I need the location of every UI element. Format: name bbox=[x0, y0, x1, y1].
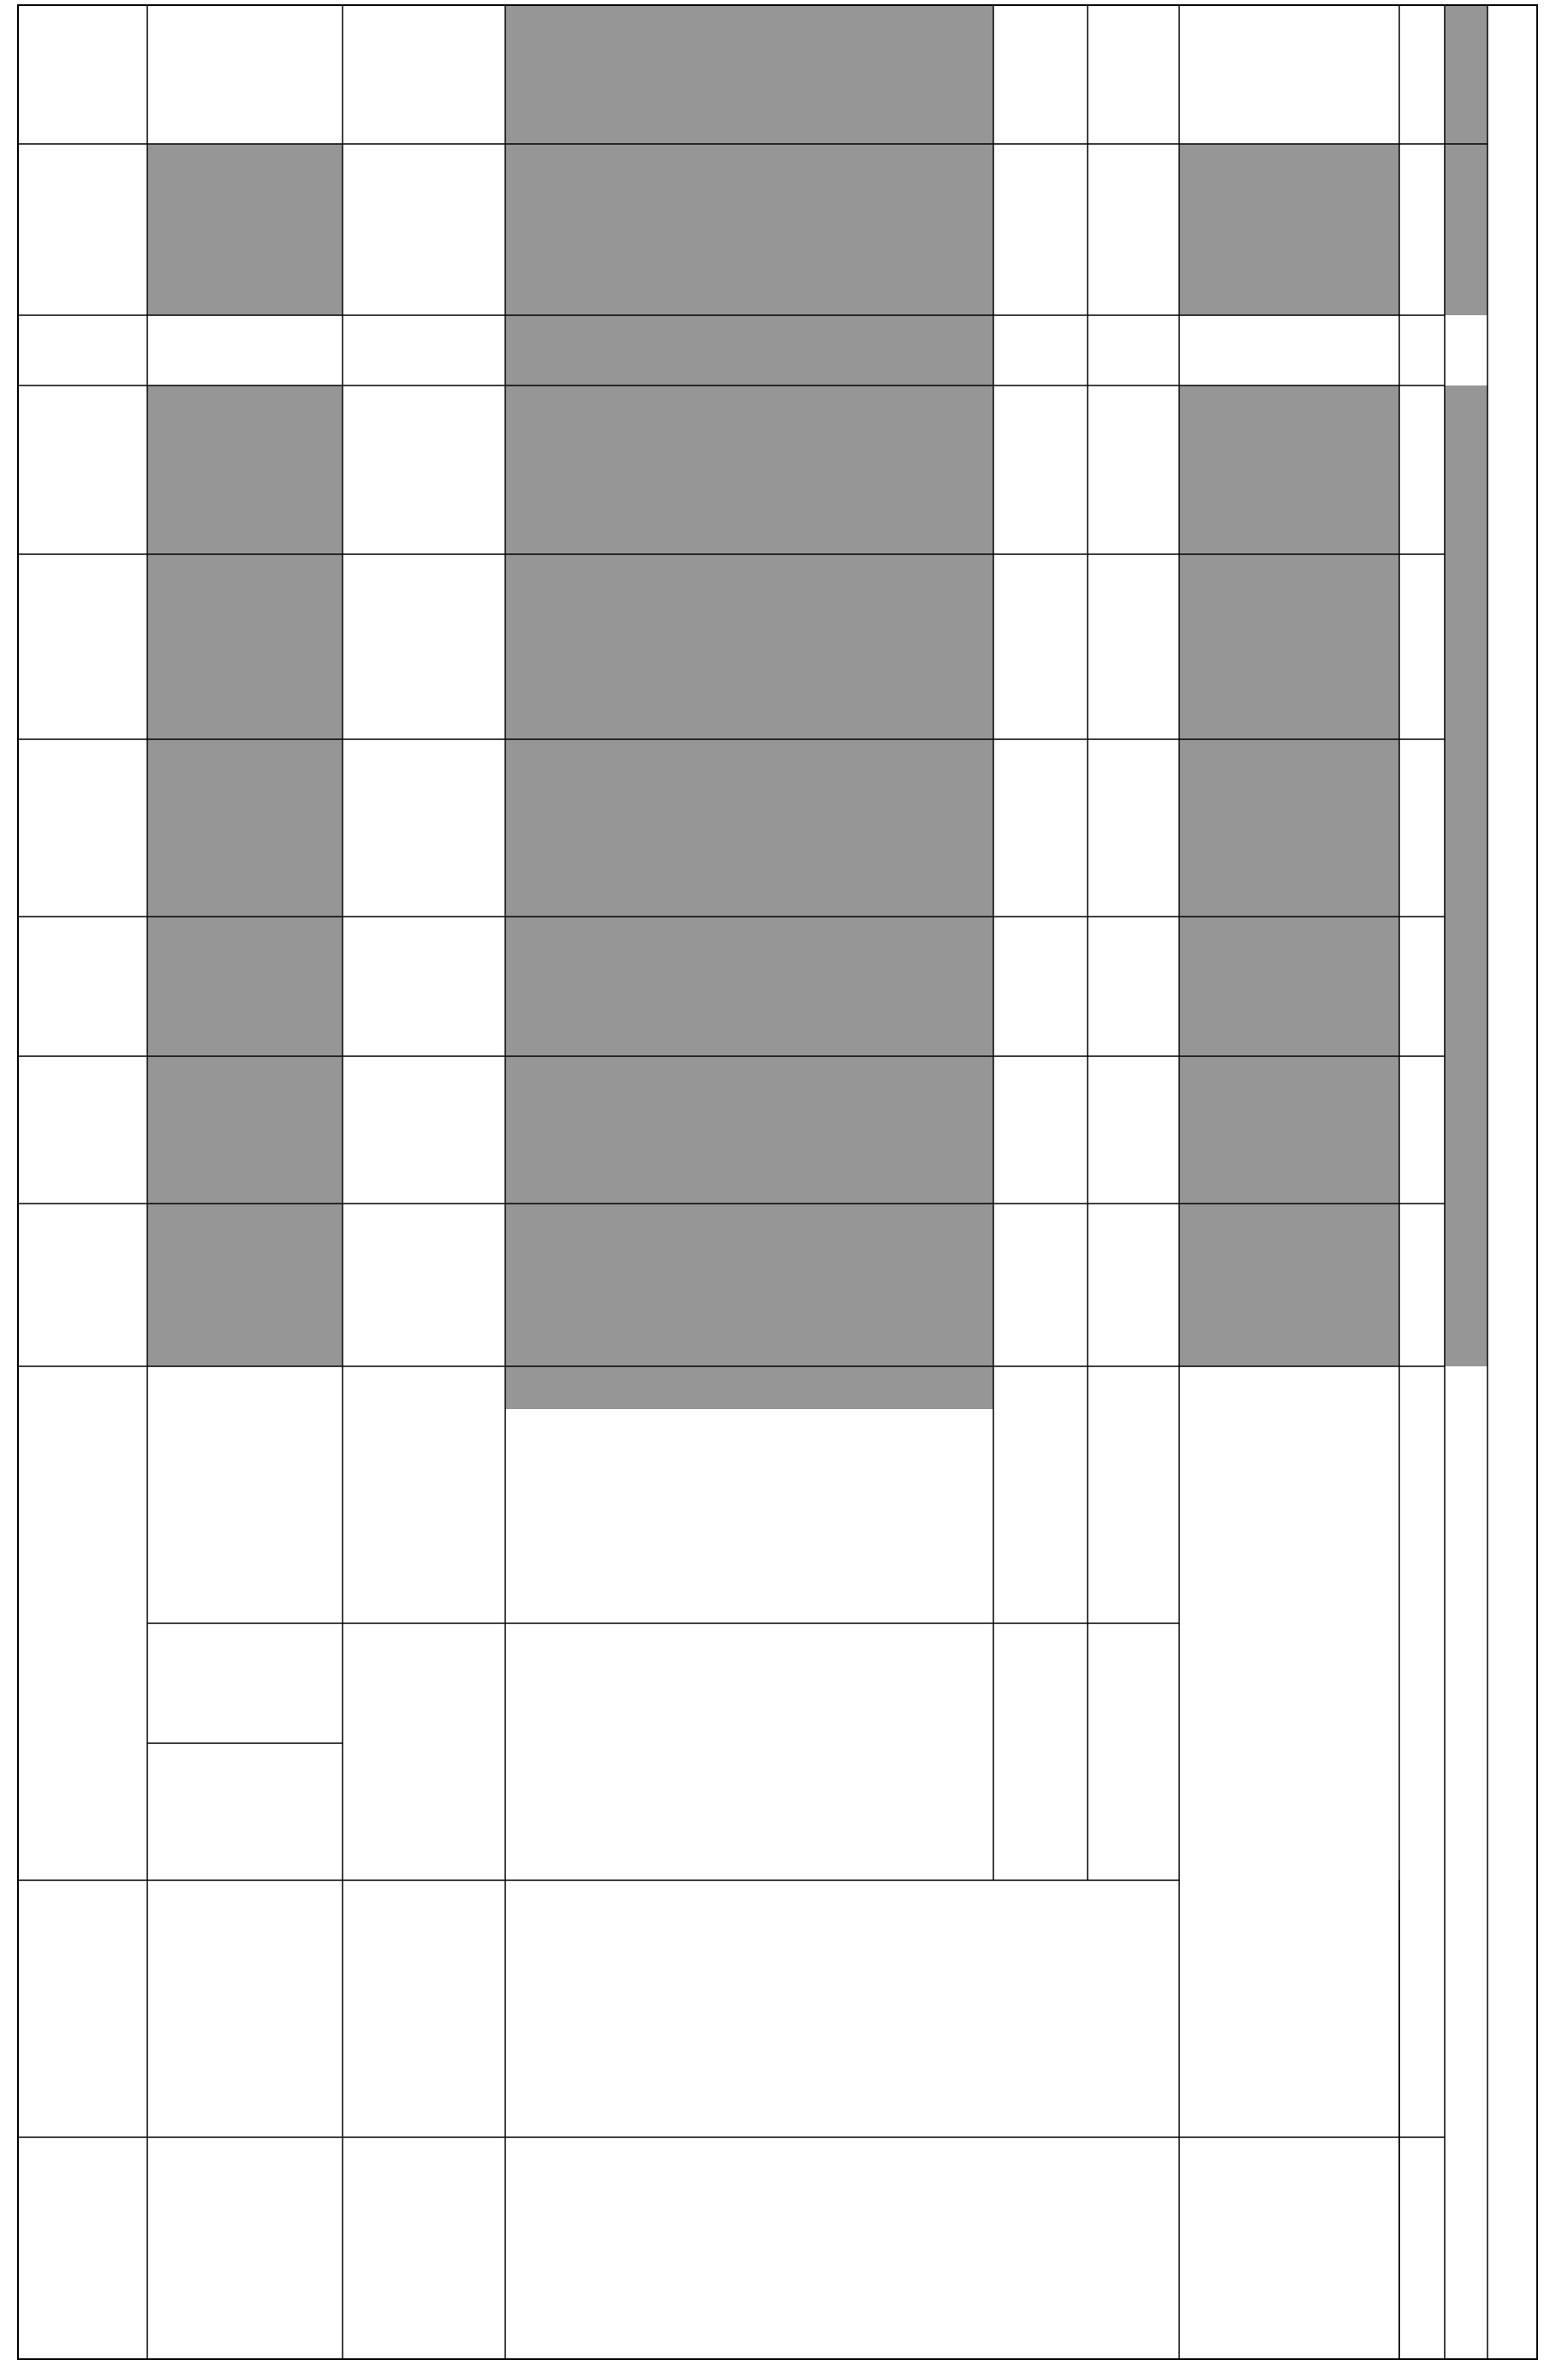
shade-reintegros bbox=[1445, 385, 1488, 1366]
shade-gg-asig bbox=[1179, 385, 1399, 1366]
budget-table bbox=[17, 4, 1538, 2360]
shade-reint-pag bbox=[1445, 144, 1488, 315]
shade-reint-rem bbox=[1445, 4, 1488, 144]
shade-45-rem bbox=[147, 144, 343, 315]
shade-60-rem bbox=[505, 4, 993, 1409]
shade-gg-rem bbox=[1179, 144, 1399, 315]
shaded-cells bbox=[147, 4, 1488, 1409]
rotated-sheet bbox=[17, 4, 1538, 2360]
shade-45-asig bbox=[147, 385, 343, 1366]
document-page bbox=[17, 4, 1538, 2360]
